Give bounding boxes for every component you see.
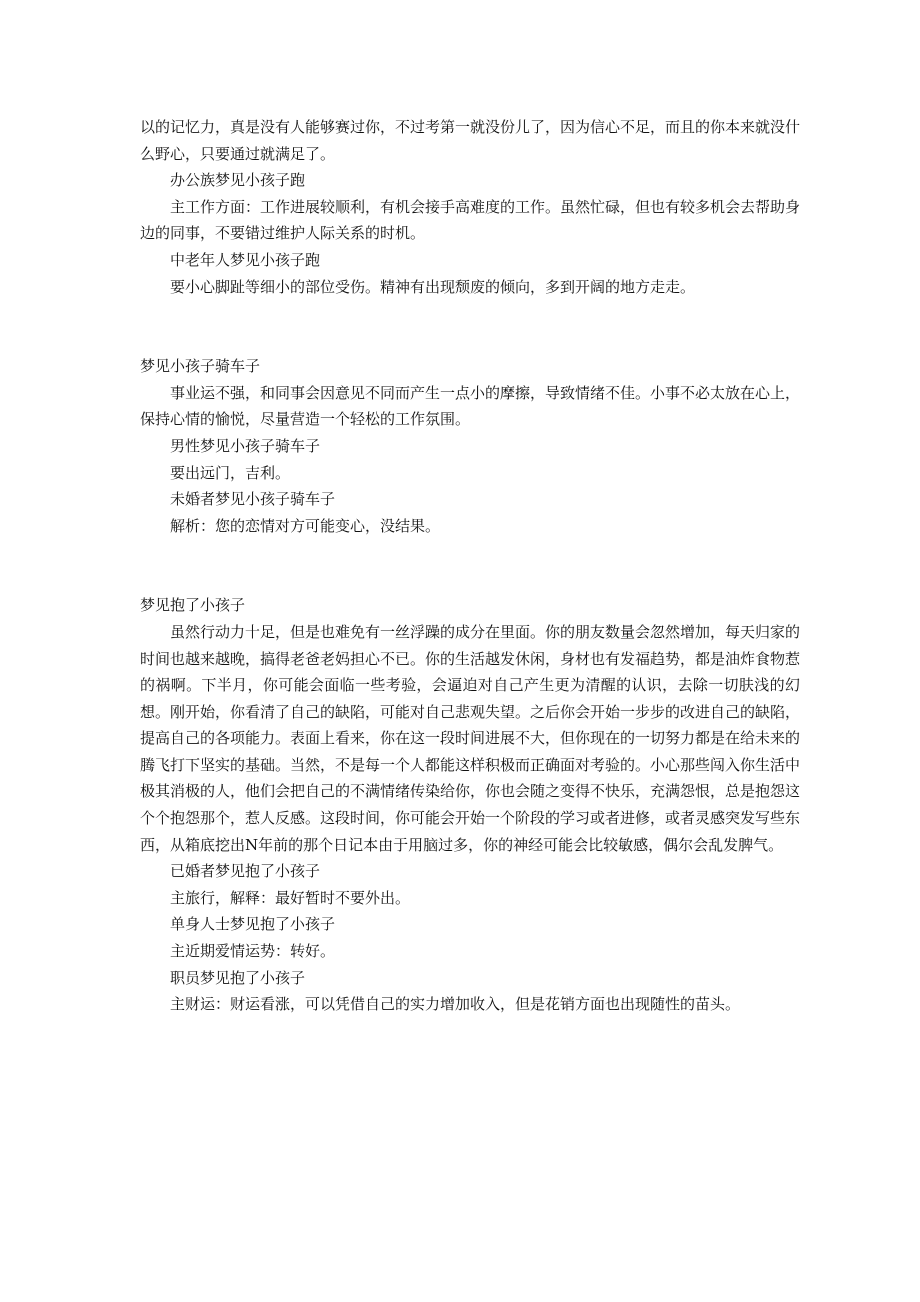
section-spacer [140,539,800,592]
subheading-elderly-running: 中老年人梦见小孩子跑 [170,250,321,269]
paragraph-office-worker-running: 主工作方面：工作进展较顺利，有机会接手高难度的工作。虽然忙碌，但也有较多机会去帮助身边的同事，不要错过维护人际关系的时机。 [140,197,801,243]
subheading-employee-holding-child: 职员梦见抱了小孩子 [170,968,306,987]
subheading-unmarried-child-riding: 未婚者梦见小孩子骑车子 [170,490,336,509]
paragraph-employee-holding-child: 主财运：财运看涨，可以凭借自己的实力增加收入，但是花销方面也出现随性的苗头。 [170,995,741,1014]
paragraph-holding-child: 虽然行动力十足，但是也难免有一丝浮躁的成分在里面。你的朋友数量会忽然增加，每天归家的时间也越来越晚，搞得老爸老妈担心不已。你的生活越发休闲，身材也有发福趋势，都是油炸食物惹的祸啊。下半月，你可能会面临一些考验，会逼迫对自己产生更为清醒的认识，去除一切肤浅的幻想。刚开始，你看清了自己的缺陷，可能对自己悲观失望。之后你会开始一步步的改进自己的缺陷，提高自己的各项能力。表面上看来，你在这一段时间进展不大，但你现在的一切努力都是在给未来的腾飞打下坚实的基础。当然，不是每一个人都能这样积极而正确面对考验的。小心那些闯入你生活中极其消极的人，他们会把自己的不满情绪传染给你，你也会随之变得不快乐，充满怨恨，总是抱怨这个个抱怨那个，惹人反感。这段时间，你可能会开始一个阶段的学习或者进修，或者灵感突发写些东西，从箱底挖出N年前的那个日记本由于用脑过多，你的神经可能会比较敏感，偶尔会乱发脾气。 [140,622,801,854]
subheading-male-child-riding: 男性梦见小孩子骑车子 [170,436,321,455]
paragraph-elderly-running: 要小心脚趾等细小的部位受伤。精神有出现颓废的倾向，多到开阔的地方走走。 [170,277,696,296]
section-spacer [140,300,800,353]
document-body [140,114,800,1018]
paragraph-male-child-riding: 要出远门，吉利。 [170,463,291,482]
paragraph-child-riding: 事业运不强，和同事会因意见不同而产生一点小的摩擦，导致情绪不佳。小事不必太放在心上，保持心情的愉悦，尽量营造一个轻松的工作氛围。 [140,383,801,429]
subheading-married-holding-child: 已婚者梦见抱了小孩子 [170,862,321,881]
paragraph-married-holding-child: 主旅行，解释：最好暂时不要外出。 [170,888,411,907]
section-heading-holding-child: 梦见抱了小孩子 [140,596,246,615]
subheading-single-holding-child: 单身人士梦见抱了小孩子 [170,915,336,934]
paragraph-single-holding-child: 主近期爱情运势：转好。 [170,942,336,961]
paragraph-continuation: 以的记忆力，真是没有人能够赛过你，不过考第一就没份儿了，因为信心不足，而且的你本来就没什么野心，只要通过就满足了。 [140,118,801,163]
subheading-office-worker-running: 办公族梦见小孩子跑 [170,171,306,190]
paragraph-unmarried-child-riding: 解析：您的恋情对方可能变心，没结果。 [170,516,441,535]
section-heading-child-riding: 梦见小孩子骑车子 [140,357,261,376]
